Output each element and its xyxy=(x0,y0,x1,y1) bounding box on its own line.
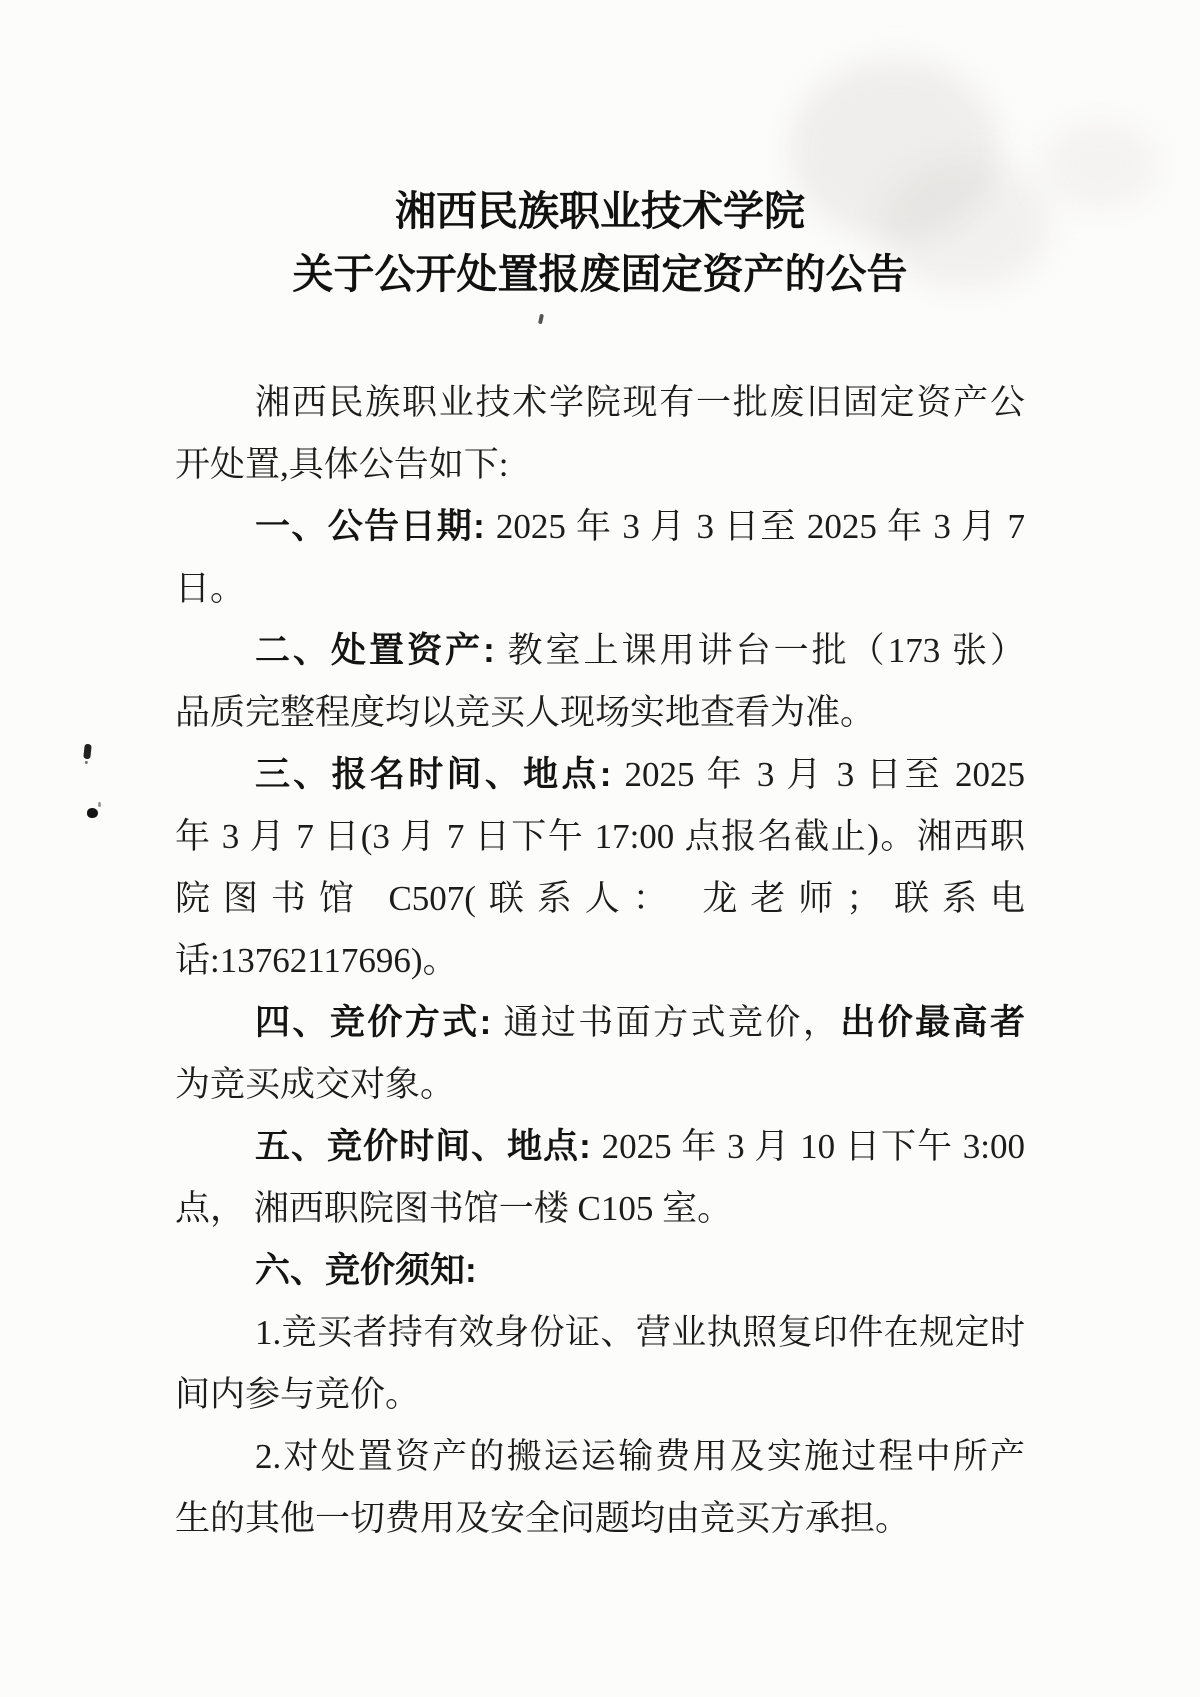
doc-line: 为竞买成交对象。 xyxy=(175,1065,456,1104)
doc-line: 一、公告日期: 2025 年 3 月 3 日至 2025 年 3 月 7 xyxy=(255,507,1025,546)
doc-line: 间内参与竞价。 xyxy=(175,1375,421,1414)
scan-shading xyxy=(1040,120,1160,210)
doc-line: 湘西民族职业技术学院现有一批废旧固定资产公 xyxy=(255,383,1025,422)
doc-title-line-1: 湘西民族职业技术学院 xyxy=(395,188,805,234)
ink-speck xyxy=(87,808,98,818)
doc-line: 五、竞价时间、地点: 2025 年 3 月 10 日下午 3:00 xyxy=(255,1127,1025,1166)
doc-line: 院图书馆 C507(联系人： 龙老师；联系电 xyxy=(175,879,1025,918)
doc-line: 开处置,具体公告如下: xyxy=(175,445,509,484)
doc-line: 2.对处置资产的搬运运输费用及实施过程中所产 xyxy=(255,1437,1025,1476)
doc-line: 年 3 月 7 日(3 月 7 日下午 17:00 点报名截止)。湘西职 xyxy=(175,817,1025,856)
doc-line: 日。 xyxy=(175,569,246,608)
doc-line: 1.竞买者持有效身份证、营业执照复印件在规定时 xyxy=(255,1313,1025,1352)
document-title xyxy=(175,180,1025,306)
ink-speck xyxy=(83,744,92,760)
doc-line: 三、报名时间、地点: 2025 年 3 月 3 日至 2025 xyxy=(255,755,1025,794)
doc-line: 六、竞价须知: xyxy=(255,1251,477,1290)
doc-line: 二、处置资产: 教室上课用讲台一批（173 张） xyxy=(255,631,1025,670)
ink-speck xyxy=(538,314,544,325)
doc-line: 生的其他一切费用及安全问题均由竞买方承担。 xyxy=(175,1499,911,1538)
document-body xyxy=(175,372,1025,1550)
doc-title-line-2: 关于公开处置报废固定资产的公告 xyxy=(292,251,908,297)
doc-line: 话:13762117696)。 xyxy=(175,941,458,980)
doc-line: 品质完整程度均以竞买人现场实地查看为准。 xyxy=(175,693,876,732)
doc-line: 点， 湘西职院图书馆一楼 C105 室。 xyxy=(175,1189,733,1228)
doc-line: 四、竞价方式: 通过书面方式竞价，出价最高者 xyxy=(255,1003,1025,1042)
